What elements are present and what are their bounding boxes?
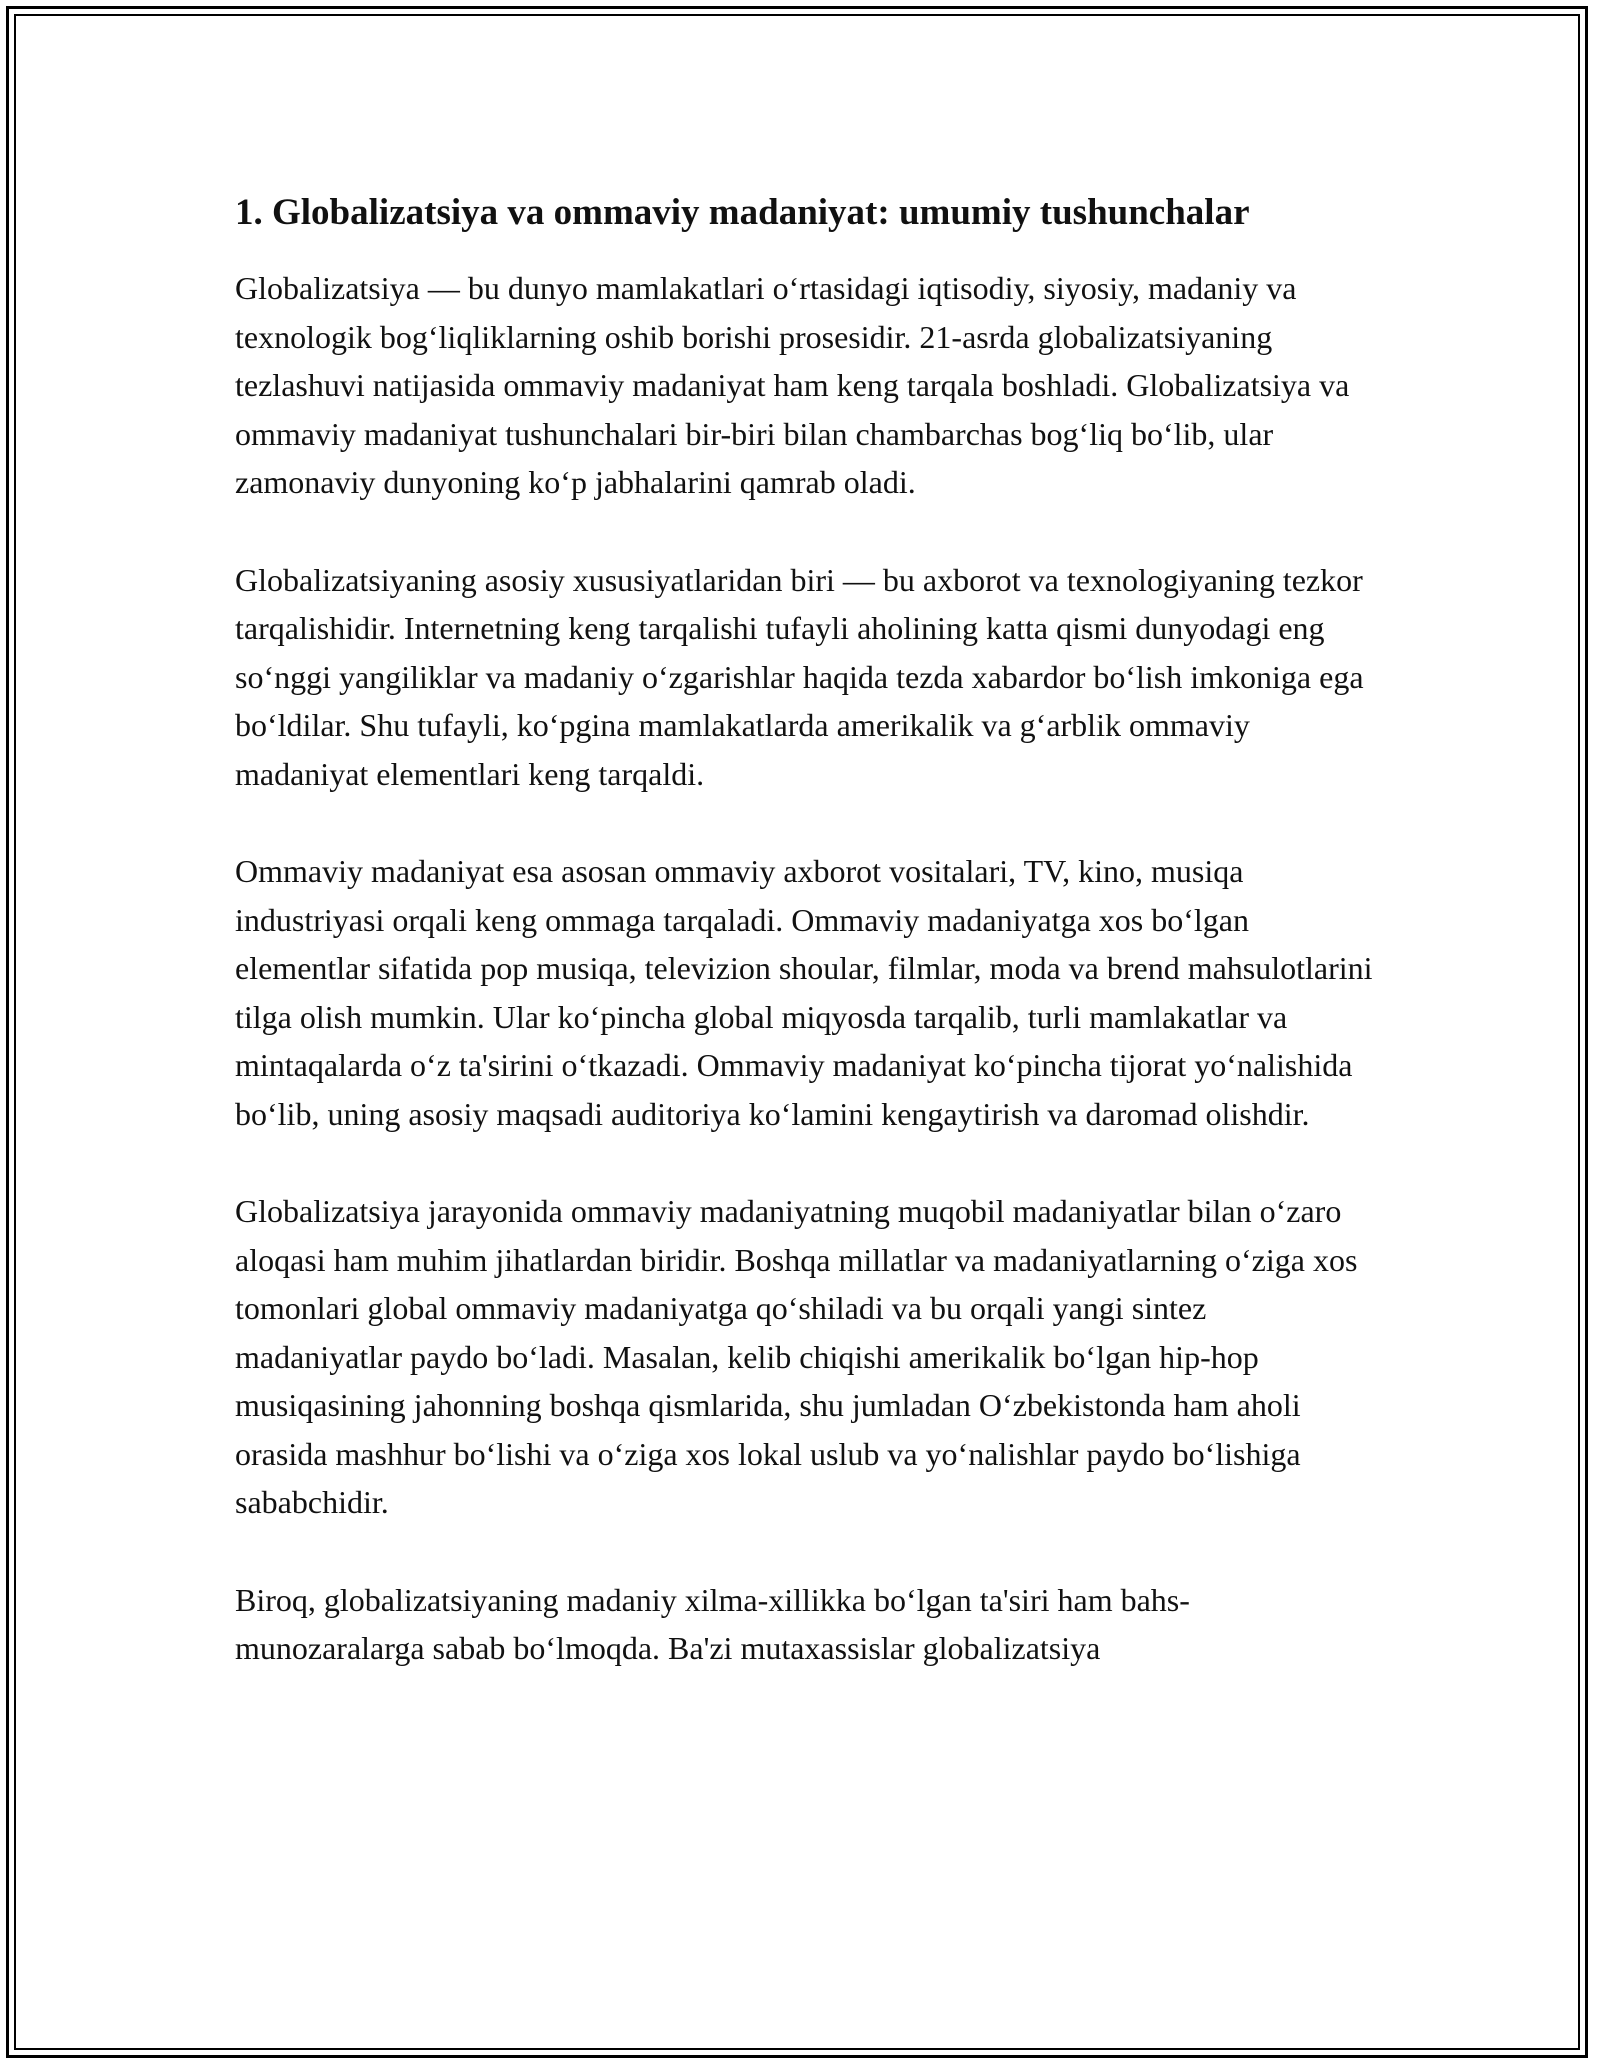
document-body — [235, 185, 1375, 1673]
paragraph-4: Globalizatsiya jarayonida ommaviy madaniyatning muqobil madaniyatlar bilan o‘zaro aloqasi ham muhim jihatlardan biridir. Boshqa millatlar va madaniyatlarning o‘ziga xos tomonlari global ommaviy madaniyatga qo‘shiladi va bu orqali yangi sintez madaniyatlar paydo bo‘ladi. Masalan, kelib chiqishi amerikalik bo‘lgan hip-hop musiqasining jahonning boshqa qismlarida, shu jumladan O‘zbekistonda ham aholi orasida mashhur bo‘lishi va o‘ziga xos lokal uslub va yo‘nalishlar paydo bo‘lishiga sababchidir. — [235, 1193, 1358, 1520]
paragraph-2: Globalizatsiyaning asosiy xususiyatlaridan biri — bu axborot va texnologiyaning tezkor tarqalishidir. Internetning keng tarqalishi tufayli aholining katta qismi dunyodagi eng so‘nggi yangiliklar va madaniy o‘zgarishlar haqida tezda xabardor bo‘lish imkoniga ega bo‘ldilar. Shu tufayli, ko‘pgina mamlakatlarda amerikalik va g‘arblik ommaviy madaniyat elementlari keng tarqaldi. — [235, 561, 1364, 792]
paragraph-1: Globalizatsiya — bu dunyo mamlakatlari o‘rtasidagi iqtisodiy, siyosiy, madaniy va texnologik bog‘liqliklarning oshib borishi prosesidir. 21-asrda globalizatsiyaning tezlashuvi natijasida ommaviy madaniyat ham keng tarqala boshladi. Globalizatsiya va ommaviy madaniyat tushunchalari bir-biri bilan chambarchas bog‘liq bo‘lib, ular zamonaviy dunyoning ko‘p jabhalarini qamrab oladi. — [235, 270, 1350, 500]
paragraph-3: Ommaviy madaniyat esa asosan ommaviy axborot vositalari, TV, kino, musiqa industriyasi orqali keng ommaga tarqaladi. Ommaviy madaniyatga xos bo‘lgan elementlar sifatida pop musiqa, televizion shoular, filmlar, moda va brend mahsulotlarini tilga olish mumkin. Ular ko‘pincha global miqyosda tarqalib, turli mamlakatlar va mintaqalarda o‘z ta'sirini o‘tkazadi. Ommaviy madaniyat ko‘pincha tijorat yo‘nalishida bo‘lib, uning asosiy maqsadi auditoriya ko‘lamini kengaytirish va daromad olishdir. — [235, 853, 1373, 1132]
section-heading: 1. Globalizatsiya va ommaviy madaniyat: umumiy tushunchalar — [235, 192, 1250, 233]
paragraph-5: Biroq, globalizatsiyaning madaniy xilma-xillikka bo‘lgan ta'siri ham bahs-munozaralarga sabab bo‘lmoqda. Ba'zi mutaxassislar globalizatsiya — [235, 1581, 1190, 1666]
